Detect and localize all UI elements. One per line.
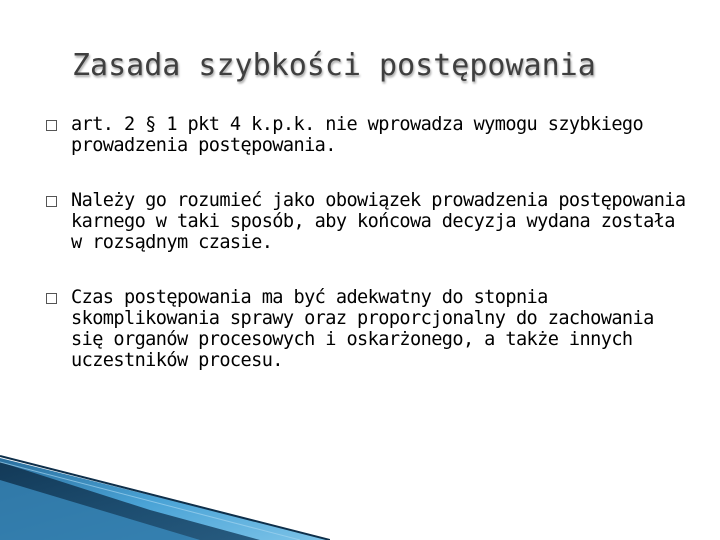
bullet-item — [46, 190, 686, 253]
bullet-list — [46, 114, 686, 371]
corner-wave-decoration — [0, 440, 330, 540]
bullet-text: art. 2 § 1 pkt 4 k.p.k. nie wprowadza wymogu szybkiego prowadzenia postępowania. — [71, 114, 644, 156]
bullet-text: Czas postępowania ma być adekwatny do stopnia skomplikowania sprawy oraz proporcjonalny do zachowania się organów procesowych i oskarżonego, a także innych uczestników procesu. — [71, 287, 654, 371]
bullet-text: Należy go rozumieć jako obowiązek prowadzenia postępowania karnego w taki sposób, aby końcowa decyzja wydana została w rozsądnym czasie. — [71, 190, 686, 253]
bullet-item — [46, 114, 686, 156]
square-bullet-icon — [46, 293, 57, 304]
square-bullet-icon — [46, 196, 57, 207]
slide-title: Zasada szybkości postępowania — [72, 48, 596, 83]
bullet-item — [46, 287, 686, 371]
square-bullet-icon — [46, 120, 57, 131]
